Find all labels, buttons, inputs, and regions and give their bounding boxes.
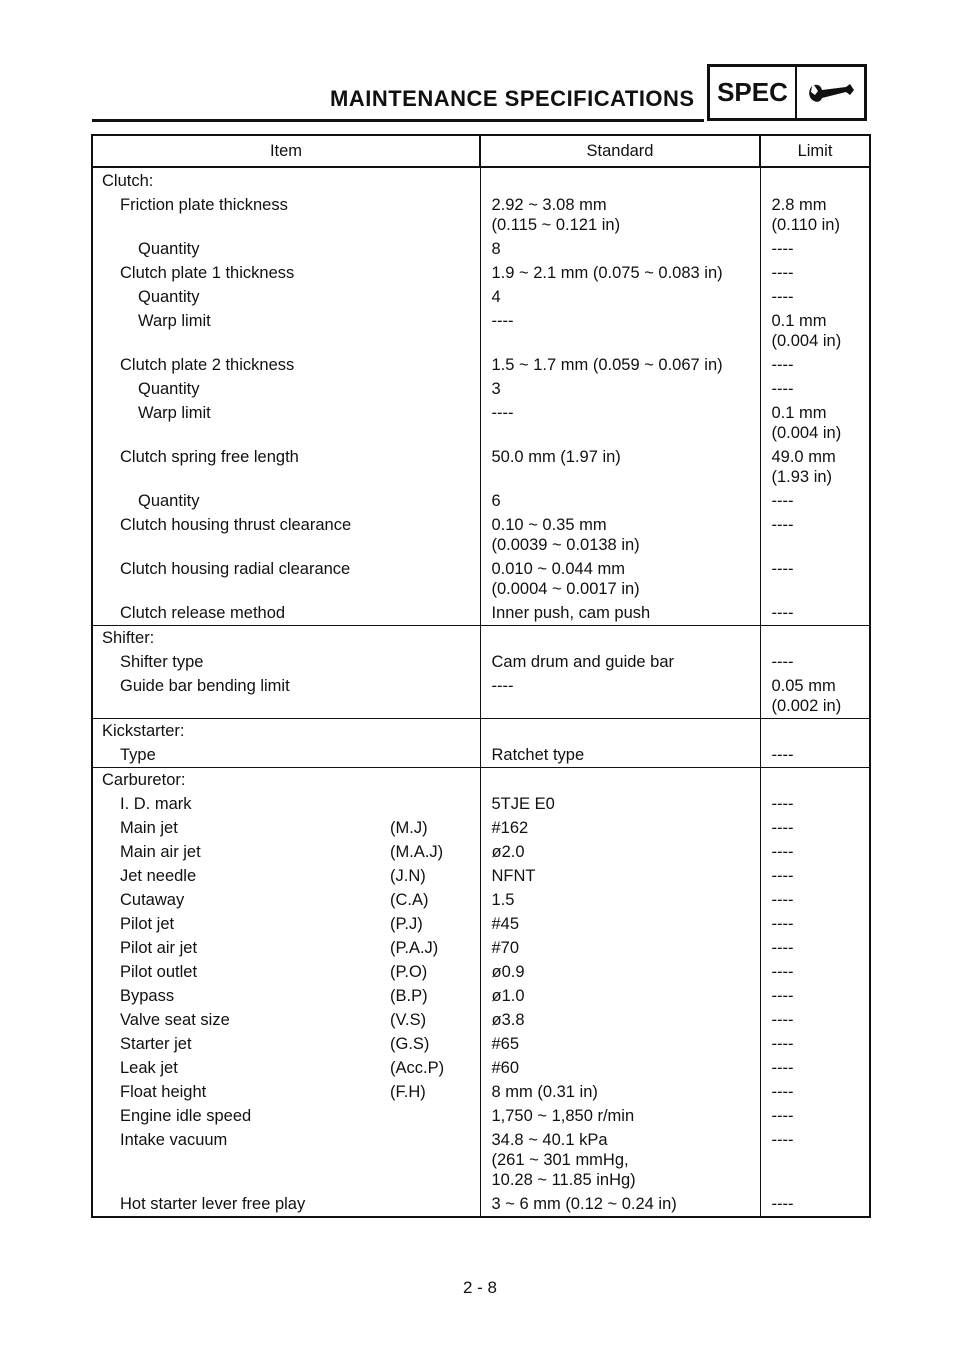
section-row [92,626,870,651]
standard-value: 0.010 ~ 0.044 mm [491,560,625,578]
standard-value: 1.9 ~ 2.1 mm (0.075 ~ 0.083 in) [491,264,723,282]
table-row [92,650,870,674]
limit-value: ---- [771,288,794,306]
limit-value: ---- [771,1011,794,1029]
item-abbreviation: (P.J) [390,915,423,933]
limit-value: ---- [771,560,794,578]
standard-value: (261 ~ 301 mmHg, [491,1151,629,1169]
standard-value: (0.0004 ~ 0.0017 in) [491,580,640,598]
item-abbreviation: (F.H) [390,1083,426,1101]
limit-value: ---- [771,1035,794,1053]
limit-value: ---- [771,1131,794,1149]
item-abbreviation: (J.N) [390,867,426,885]
table-row [92,353,870,377]
table-row [92,445,870,489]
section-row [92,768,870,793]
table-row [92,984,870,1008]
standard-value: ø2.0 [491,843,525,861]
table-row [92,960,870,984]
item-label: Quantity [138,380,200,398]
item-label: Clutch plate 2 thickness [120,356,295,374]
item-abbreviation: (M.A.J) [390,843,444,861]
table-row [92,557,870,601]
table-row [92,1104,870,1128]
limit-value: ---- [771,939,794,957]
item-abbreviation: (P.A.J) [390,939,439,957]
item-label: Intake vacuum [120,1131,228,1149]
standard-value: 3 [491,380,501,398]
table-row [92,1032,870,1056]
item-label: Main jet [120,819,178,837]
item-label: Starter jet [120,1035,192,1053]
limit-value: ---- [771,795,794,813]
item-label: Pilot jet [120,915,175,933]
item-label: Bypass [120,987,175,1005]
table-body [92,167,870,1217]
limit-value: 0.1 mm [771,312,827,330]
limit-value: ---- [771,1195,794,1213]
limit-value: ---- [771,891,794,909]
standard-value: 8 mm (0.31 in) [491,1083,598,1101]
limit-value: (0.110 in) [771,216,840,234]
table-row [92,888,870,912]
section-title: Carburetor: [92,768,480,793]
table-row [92,401,870,445]
standard-value: #60 [491,1059,520,1077]
item-label: Jet needle [120,867,197,885]
limit-value: ---- [771,1083,794,1101]
limit-value: (1.93 in) [771,468,833,486]
item-label: Clutch spring free length [120,448,299,466]
item-label: Main air jet [120,843,201,861]
page-title: MAINTENANCE SPECIFICATIONS [330,86,695,111]
standard-value: #162 [491,819,529,837]
standard-value: 3 ~ 6 mm (0.12 ~ 0.24 in) [491,1195,677,1213]
section-title: Kickstarter: [92,719,480,744]
item-abbreviation: (G.S) [390,1035,430,1053]
table-row [92,936,870,960]
table-row [92,840,870,864]
item-label: Quantity [138,288,200,306]
item-label: Clutch plate 1 thickness [120,264,295,282]
table-row [92,237,870,261]
section-title: Shifter: [92,626,480,651]
limit-value: ---- [771,915,794,933]
item-label: Pilot air jet [120,939,198,957]
item-label: Type [120,746,156,764]
limit-value: ---- [771,240,794,258]
item-label: Engine idle speed [120,1107,252,1125]
standard-value: #45 [491,915,520,933]
standard-value: #70 [491,939,520,957]
standard-value: ø3.8 [491,1011,525,1029]
table-row [92,912,870,936]
title-underline [92,119,704,122]
limit-value: 0.05 mm [771,677,836,695]
standard-value: 1.5 ~ 1.7 mm (0.059 ~ 0.067 in) [491,356,723,374]
standard-value: 2.92 ~ 3.08 mm [491,196,607,214]
item-abbreviation: (P.O) [390,963,428,981]
item-label: I. D. mark [120,795,192,813]
standard-value: ø0.9 [491,963,525,981]
item-label: Clutch release method [120,604,286,622]
limit-value: (0.002 in) [771,697,842,715]
table-row [92,1080,870,1104]
standard-value: 4 [491,288,501,306]
standard-value: ---- [491,677,514,695]
standard-value: Inner push, cam push [491,604,651,622]
table-row [92,377,870,401]
item-label: Friction plate thickness [120,196,288,214]
table-row [92,513,870,557]
limit-value: ---- [771,843,794,861]
item-label: Float height [120,1083,207,1101]
limit-value: 49.0 mm [771,448,836,466]
item-label: Clutch housing thrust clearance [120,516,352,534]
col-header-limit: Limit [760,135,870,167]
standard-value: ø1.0 [491,987,525,1005]
limit-value: (0.004 in) [771,332,842,350]
item-abbreviation: (B.P) [390,987,428,1005]
table-row [92,743,870,768]
table-row [92,193,870,237]
spec-badge [707,64,867,121]
limit-value: 2.8 mm [771,196,827,214]
standard-value: 1,750 ~ 1,850 r/min [491,1107,635,1125]
page-number: 2 - 8 [462,1278,498,1297]
table-row [92,1056,870,1080]
table-row [92,674,870,719]
table-row [92,864,870,888]
item-label: Guide bar bending limit [120,677,290,695]
item-abbreviation: (M.J) [390,819,428,837]
standard-value: Ratchet type [491,746,585,764]
table-row [92,489,870,513]
limit-value: ---- [771,867,794,885]
limit-value: ---- [771,963,794,981]
limit-value: ---- [771,653,794,671]
limit-value: ---- [771,492,794,510]
item-abbreviation: (Acc.P) [390,1059,445,1077]
limit-value: ---- [771,604,794,622]
limit-value: ---- [771,356,794,374]
item-label: Pilot outlet [120,963,198,981]
col-header-standard: Standard [480,135,760,167]
limit-value: ---- [771,516,794,534]
limit-value: ---- [771,264,794,282]
limit-value: ---- [771,1107,794,1125]
standard-value: ---- [491,404,514,422]
limit-value: 0.1 mm [771,404,827,422]
table-row [92,285,870,309]
standard-value: 10.28 ~ 11.85 inHg) [491,1171,636,1189]
item-label: Warp limit [138,312,211,330]
limit-value: ---- [771,819,794,837]
standard-value: Cam drum and guide bar [491,653,675,671]
limit-value: ---- [771,380,794,398]
table-row [92,309,870,353]
limit-value: ---- [771,746,794,764]
item-label: Clutch housing radial clearance [120,560,351,578]
item-label: Quantity [138,240,200,258]
item-label: Warp limit [138,404,211,422]
standard-value: 0.10 ~ 0.35 mm [491,516,607,534]
standard-value: 6 [491,492,501,510]
limit-value: ---- [771,1059,794,1077]
standard-value: 34.8 ~ 40.1 kPa [491,1131,608,1149]
item-label: Hot starter lever free play [120,1195,306,1213]
standard-value: ---- [491,312,514,330]
item-label: Cutaway [120,891,185,909]
standard-value: NFNT [491,867,536,885]
standard-value: 50.0 mm (1.97 in) [491,448,621,466]
table-row [92,1008,870,1032]
table-row [92,792,870,816]
item-abbreviation: (V.S) [390,1011,427,1029]
wrench-icon [797,67,864,118]
standard-value: 8 [491,240,501,258]
table-row [92,261,870,285]
standard-value: (0.115 ~ 0.121 in) [491,216,621,234]
section-title: Clutch: [92,167,480,193]
standard-value: (0.0039 ~ 0.0138 in) [491,536,640,554]
table-row [92,1128,870,1192]
item-label: Leak jet [120,1059,178,1077]
item-abbreviation: (C.A) [390,891,429,909]
col-header-item: Item [92,135,480,167]
limit-value: ---- [771,987,794,1005]
standard-value: 1.5 [491,891,515,909]
table-row [92,1192,870,1217]
item-label: Shifter type [120,653,204,671]
standard-value: 5TJE E0 [491,795,555,813]
limit-value: (0.004 in) [771,424,842,442]
standard-value: #65 [491,1035,520,1053]
item-label: Quantity [138,492,200,510]
spec-table [91,134,871,1218]
item-label: Valve seat size [120,1011,230,1029]
table-header-row [92,135,870,167]
spec-badge-label: SPEC [710,67,797,118]
section-row [92,719,870,744]
table-row [92,601,870,626]
section-row [92,167,870,193]
table-row [92,816,870,840]
